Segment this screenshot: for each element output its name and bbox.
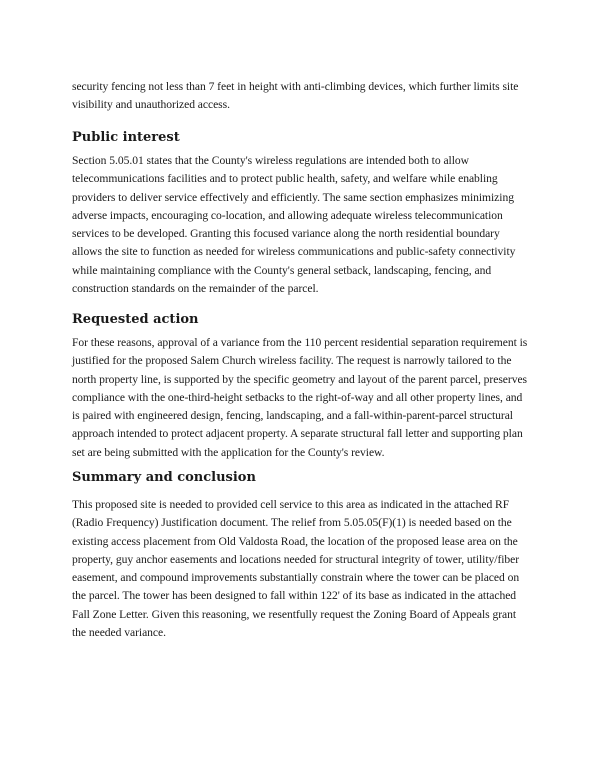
section-heading-requested-action: Requested action: [72, 312, 199, 327]
section-heading-summary-and-conclusion: Summary and conclusion: [72, 470, 256, 485]
summary-heading-block: [72, 469, 532, 487]
section-paragraph-requested-action: For these reasons, approval of a variance from the 110 percent residential separation requirement is justified for the proposed Salem Church wireless facility. The request is narrowly tailored to the north property line, is supported by the specific geometry and layout of the parent parcel, preserves compliance with the one-third-height setbacks to the right-of-way and all other property lines, and is paired with engineered design, fencing, landscaping, and a fall-within-parent-parcel structural approach intended to protect adjacent property. A separate structural fall letter and supporting plan set are being submitted with the application for the County's review.: [72, 336, 528, 459]
requested-action-block: [72, 334, 532, 462]
intro-block: [72, 78, 532, 115]
section-paragraph-public-interest: Section 5.05.01 states that the County's wireless regulations are intended both to allow telecommunications facilities and to protect public health, safety, and welfare while enabling providers to deliver service effectively and efficiently. The same section emphasizes minimizing adverse impacts, encouraging co-location, and allowing adequate wireless telecommunication services to be developed. Granting this focused variance along the north residential boundary allows the site to function as needed for wireless communications and public-safety connectivity while maintaining compliance with the County's general setback, landscaping, fencing, and construction standards on the remainder of the parcel.: [72, 154, 516, 296]
public-interest-heading-block: [72, 129, 532, 147]
intro-paragraph: security fencing not less than 7 feet in height with anti-climbing devices, which further limits site visibility and unauthorized access.: [72, 80, 519, 112]
public-interest-block: [72, 152, 532, 298]
section-heading-public-interest: Public interest: [72, 130, 180, 145]
summary-block: [72, 496, 532, 642]
section-paragraph-summary-and-conclusion: This proposed site is needed to provided cell service to this area as indicated in the attached RF (Radio Frequency) Justification document. The relief from 5.05.05(F)(1) is needed based on the existing access placement from Old Valdosta Road, the location of the proposed lease area on the property, guy anchor easements and locations needed for structural integrity of tower, utility/fiber easement, and compound improvements substantially constrain where the tower can be placed on the parcel. The tower has been designed to fall within 122' of its base as indicated in the attached Fall Zone Letter. Given this reasoning, we resentfully request the Zoning Board of Appeals grant the needed variance.: [72, 498, 520, 640]
requested-action-heading-block: [72, 311, 532, 329]
